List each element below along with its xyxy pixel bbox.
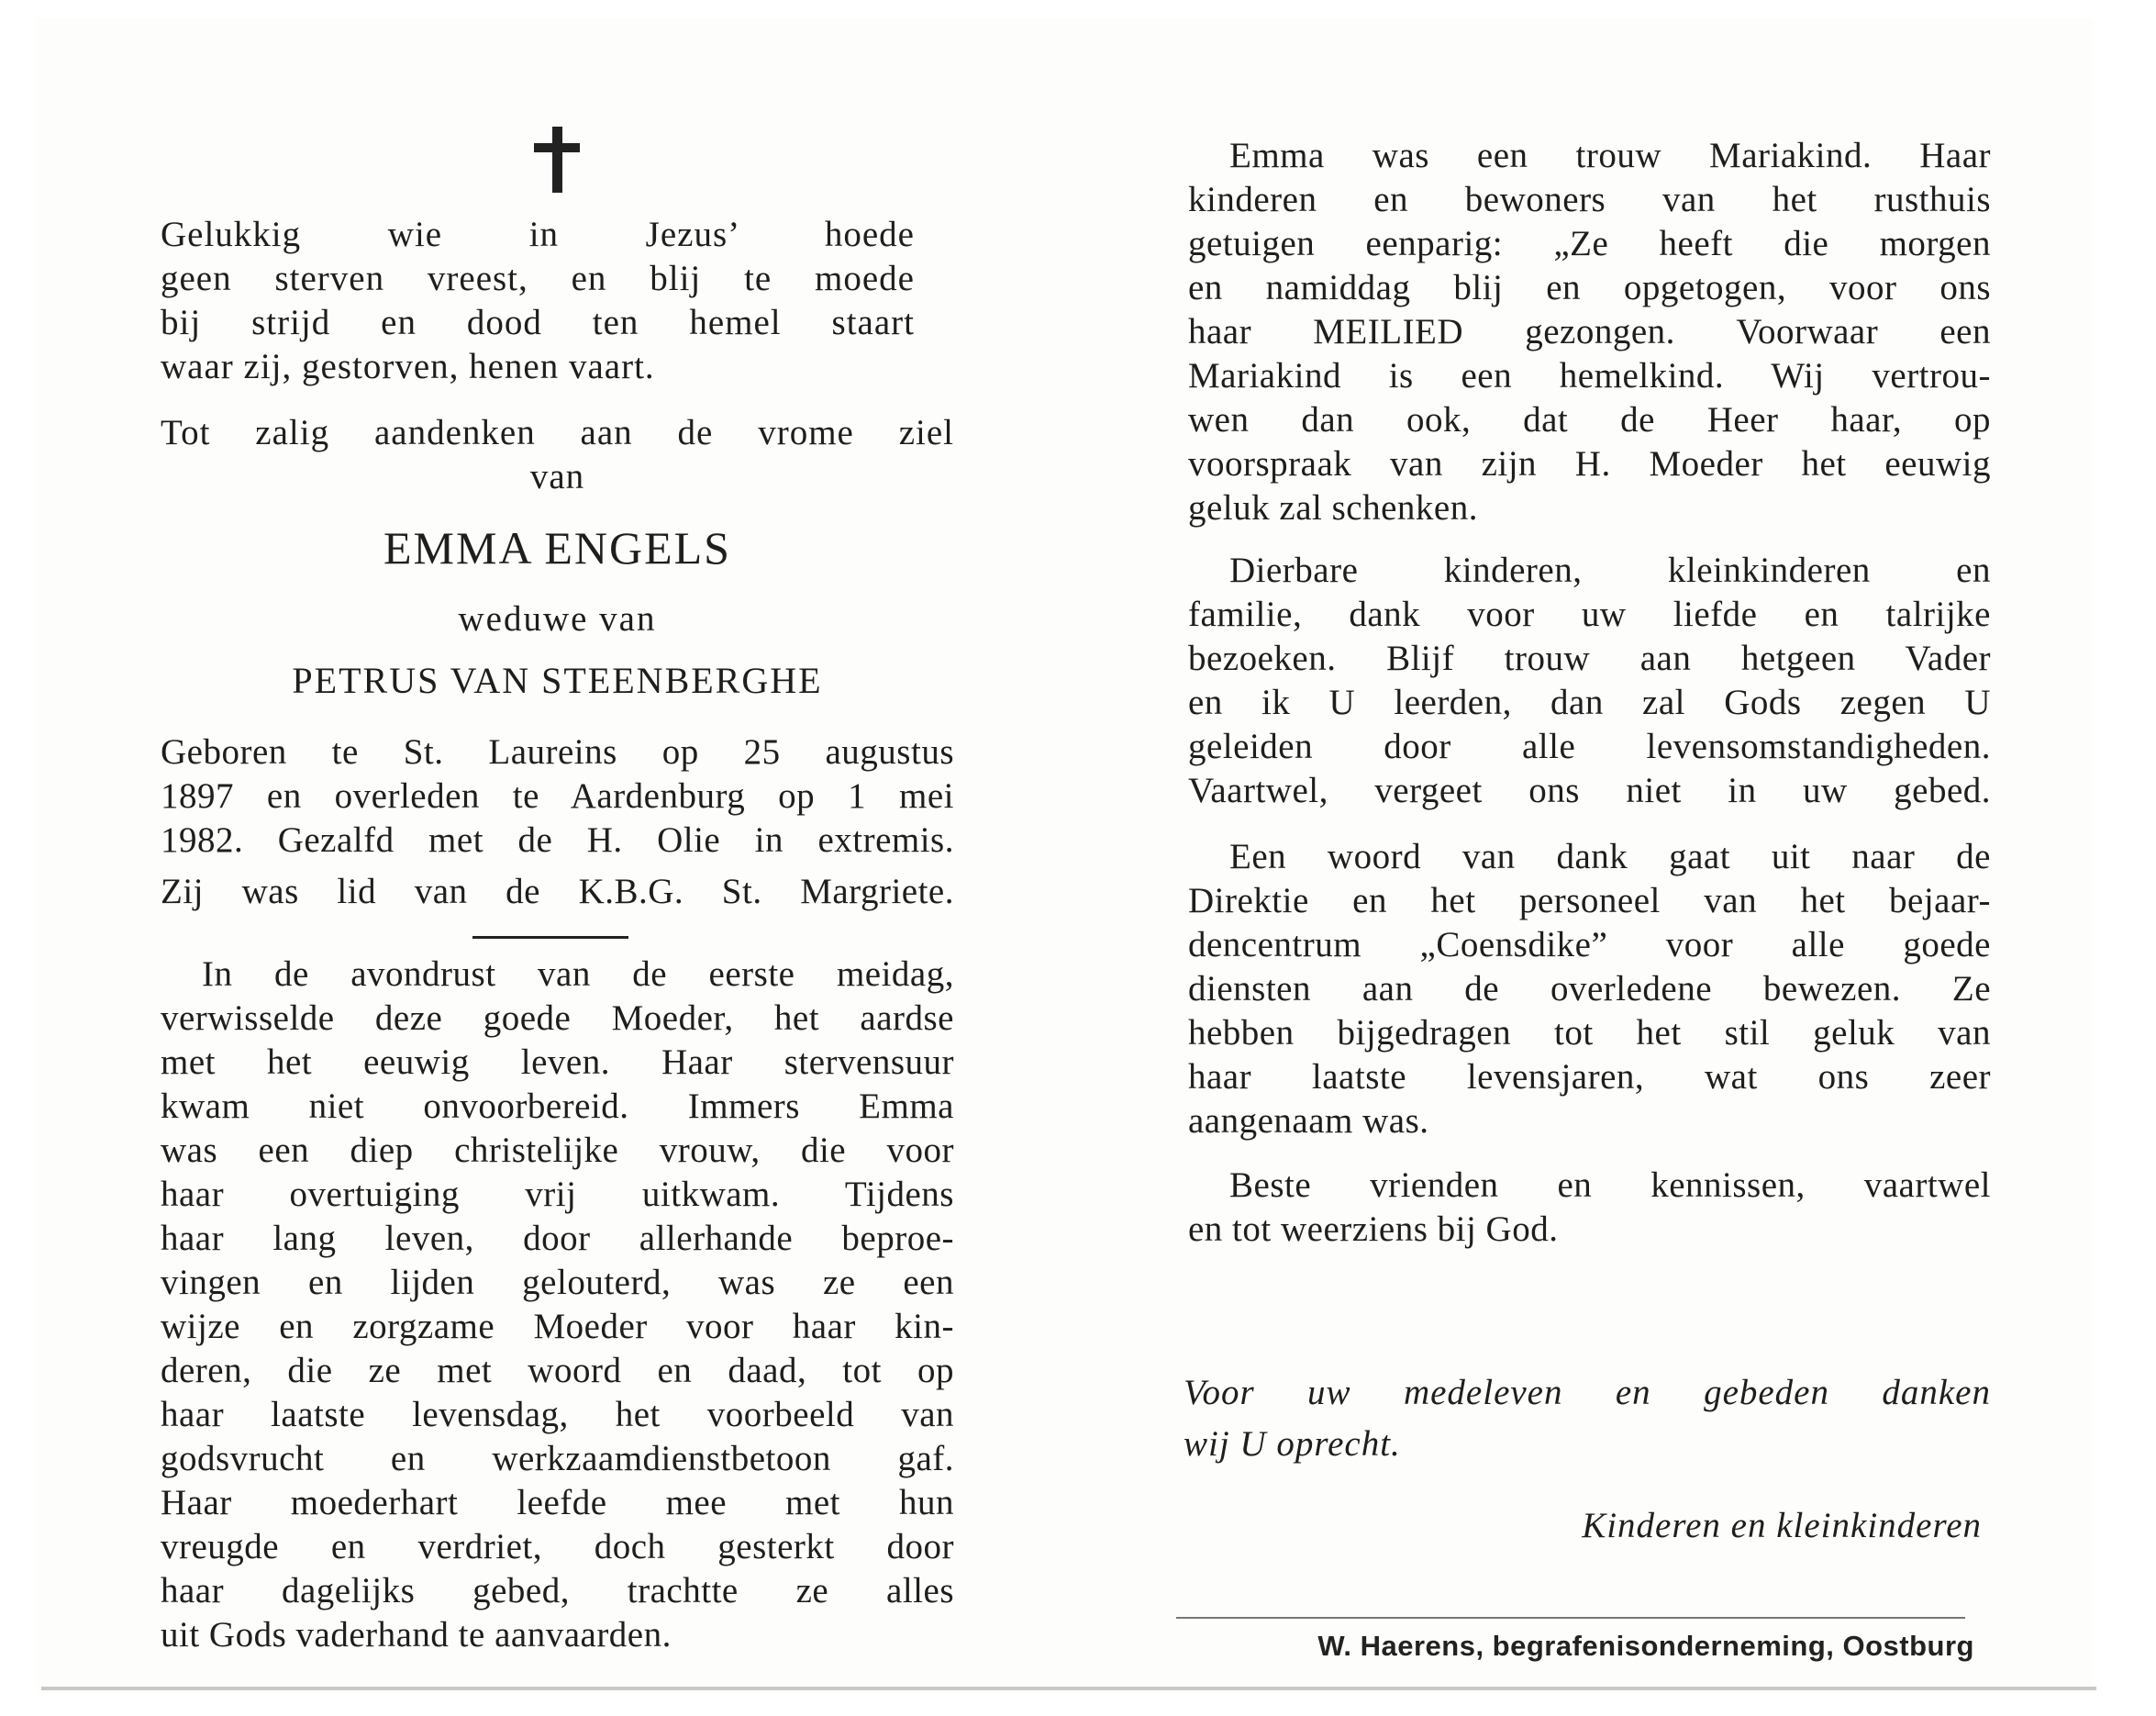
story-paragraph xyxy=(161,953,954,1657)
poem-line: geen sterven vreest, en blij te moede xyxy=(161,259,915,298)
story-line: haar laatste levensdag, het voorbeeld van xyxy=(161,1395,954,1434)
paragraph-line: getuigen eenparig: „Ze heeft die morgen xyxy=(1188,224,1991,263)
widow-of-label: weduwe van xyxy=(458,599,657,639)
undertaker-footer: W. Haerens, begrafenisonderneming, Oostburg xyxy=(1317,1630,1974,1662)
divider xyxy=(472,936,628,939)
paragraph-line: bezoeken. Blijf trouw aan hetgeen Vader xyxy=(1188,639,1991,678)
birth-line: 1982. Gezalfd met de H. Olie in extremis. xyxy=(161,820,954,860)
paragraph-line: haar MEILIED gezongen. Voorwaar een xyxy=(1188,312,1991,351)
paragraph-line: familie, dank voor uw liefde en talrijke xyxy=(1188,595,1991,634)
birth-line: 1897 en overleden te Aardenburg op 1 mei xyxy=(161,776,954,816)
paragraph-line: haar laatste levensjaren, wat ons zeer xyxy=(1188,1057,1991,1097)
birth-details xyxy=(161,730,954,863)
farewell-paragraph xyxy=(1188,1164,1991,1252)
footer-rule xyxy=(1176,1617,1965,1619)
poem xyxy=(161,213,915,389)
paragraph-line: Emma was een trouw Mariakind. Haar xyxy=(1229,136,1991,175)
membership-line: Zij was lid van de K.B.G. St. Margriete. xyxy=(161,872,954,911)
paragraph-line: en tot weerziens bij God. xyxy=(1188,1209,1559,1249)
paragraph-line: geluk zal schenken. xyxy=(1188,488,1478,528)
story-line: deren, die ze met woord en daad, tot op xyxy=(161,1351,954,1390)
story-line: vingen en lijden gelouterd, was ze een xyxy=(161,1263,954,1302)
story-line: was een diep christelijke vrouw, die voor xyxy=(161,1131,954,1170)
memory-text: Tot zalig aandenken aan de vrome ziel xyxy=(161,413,954,452)
paragraph-line: Beste vrienden en kennissen, vaartwel xyxy=(1229,1165,1991,1205)
story-line: vreugde en verdriet, doch gesterkt door xyxy=(161,1527,954,1566)
paragraph-line: dencentrum „Coensdike” voor alle goede xyxy=(1188,925,1991,964)
poem-line: waar zij, gestorven, henen vaart. xyxy=(161,347,655,386)
thanks-staff-paragraph xyxy=(1188,835,1991,1143)
memory-line xyxy=(161,411,954,499)
story-line: uit Gods vaderhand te aanvaarden. xyxy=(161,1615,672,1655)
story-line: haar lang leven, door allerhande beproe- xyxy=(161,1219,954,1258)
card-edge-shadow xyxy=(41,1687,2096,1690)
cross-icon xyxy=(534,127,580,193)
family-paragraph xyxy=(1188,549,1991,813)
paragraph-line: en ik U leerden, dan zal Gods zegen U xyxy=(1188,683,1991,722)
paragraph-line: Vaartwel, vergeet ons niet in uw gebed. xyxy=(1188,771,1991,810)
birth-line: Geboren te St. Laureins op 25 augustus xyxy=(161,732,954,772)
paragraph-line: Een woord van dank gaat uit naar de xyxy=(1229,837,1991,876)
memory-van: van xyxy=(529,457,585,496)
story-line: haar overtuiging vrij uitkwam. Tijdens xyxy=(161,1175,954,1214)
signature: Kinderen en kleinkinderen xyxy=(1582,1506,1982,1545)
paragraph-line: aangenaam was. xyxy=(1188,1101,1429,1141)
paragraph-line: diensten aan de overledene bewezen. Ze xyxy=(1188,969,1991,1008)
story-line: kwam niet onvoorbereid. Immers Emma xyxy=(161,1086,954,1126)
paragraph-line: Direktie en het personeel van het bejaar- xyxy=(1188,881,1991,920)
poem-line: Gelukkig wie in Jezus’ hoede xyxy=(161,215,915,254)
thanks-italic xyxy=(1184,1367,1991,1470)
paragraph-line: en namiddag blij en opgetogen, voor ons xyxy=(1188,268,1991,307)
paragraph-line: Mariakind is een hemelkind. Wij vertrou- xyxy=(1188,356,1991,396)
story-line: In de avondrust van de eerste meidag, xyxy=(202,954,954,994)
story-line: godsvrucht en werkzaamdienstbetoon gaf. xyxy=(161,1439,954,1478)
story-line: verwisselde deze goede Moeder, het aardse xyxy=(161,998,954,1038)
paragraph-line: wen dan ook, dat de Heer haar, op xyxy=(1188,400,1991,440)
paragraph-line: voorspraak van zijn H. Moeder het eeuwig xyxy=(1188,444,1991,484)
husband-name: PETRUS VAN STEENBERGHE xyxy=(292,660,823,701)
story-line: wijze en zorgzame Moeder voor haar kin- xyxy=(161,1307,954,1346)
story-line: haar dagelijks gebed, trachtte ze alles xyxy=(161,1571,954,1610)
story-line: met het eeuwig leven. Haar stervensuur xyxy=(161,1042,954,1082)
paragraph-line: Dierbare kinderen, kleinkinderen en xyxy=(1229,551,1991,590)
paragraph-line: hebben bijgedragen tot het stil geluk van xyxy=(1188,1013,1991,1053)
mariakind-paragraph xyxy=(1188,134,1991,530)
story-line: Haar moederhart leefde mee met hun xyxy=(161,1483,954,1522)
paragraph-line: kinderen en bewoners van het rusthuis xyxy=(1188,180,1991,219)
paragraph-line: geleiden door alle levensomstandigheden. xyxy=(1188,727,1991,766)
deceased-name: EMMA ENGELS xyxy=(383,522,731,574)
thanks-line: Voor uw medeleven en gebeden danken xyxy=(1184,1373,1991,1412)
thanks-line: wij U oprecht. xyxy=(1184,1424,1401,1464)
poem-line: bij strijd en dood ten hemel staart xyxy=(161,303,915,342)
